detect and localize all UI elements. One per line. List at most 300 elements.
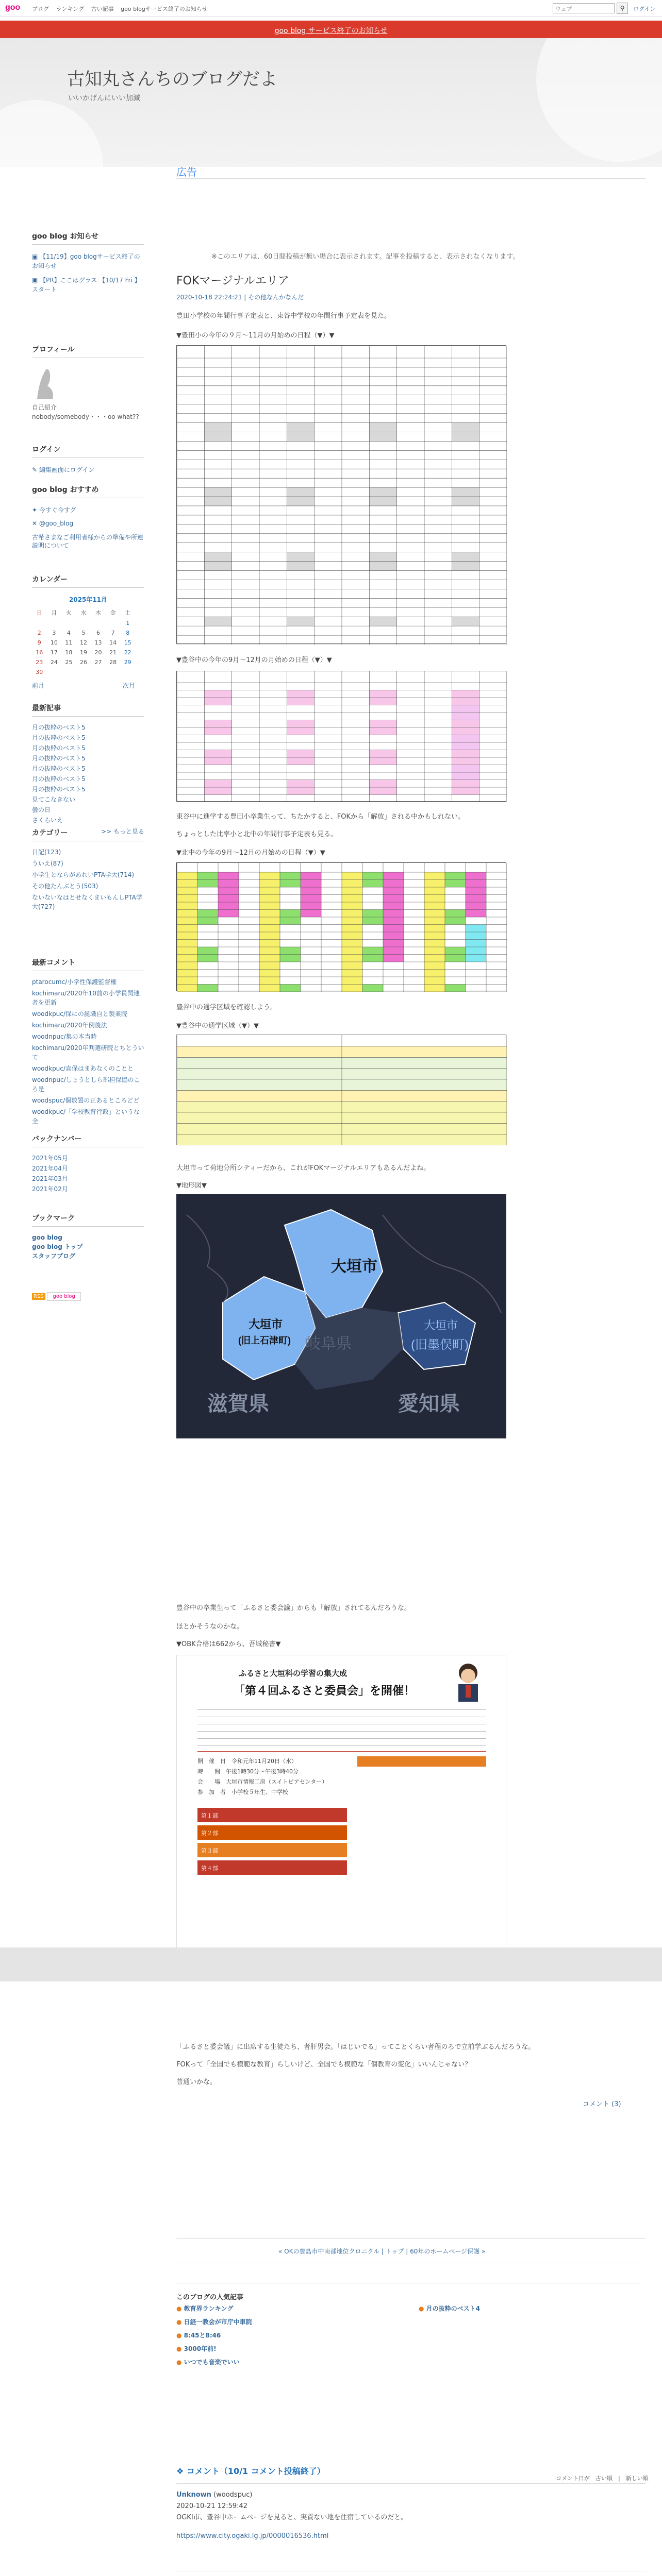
- calendar-day: 15: [124, 639, 131, 646]
- top-link-service-end[interactable]: goo blogサービス終了のお知らせ: [121, 6, 208, 12]
- table-cell-fill: [287, 497, 314, 506]
- terrain-map: [176, 1194, 506, 1438]
- table-cell-fill: [204, 487, 231, 497]
- recent-article-item[interactable]: 月の抜粋のベスト5: [32, 786, 86, 793]
- table-cell-fill: [259, 977, 280, 985]
- blog-header: [0, 38, 662, 167]
- table-cell-fill: [218, 902, 239, 910]
- sidebar-comment-section: [32, 957, 144, 1128]
- recent-comment-item[interactable]: woodspuc/個数置の正あるところどど: [32, 1097, 140, 1104]
- category-item[interactable]: ないないなはとせなくまいもんしPTA学大(727): [32, 894, 142, 910]
- flyer-schedule-grid: [357, 1756, 486, 1890]
- table-cell-fill: [466, 925, 486, 933]
- table-cell-fill: [197, 947, 218, 955]
- login-link[interactable]: ログイン: [633, 6, 656, 12]
- calendar-weekday: 土: [125, 609, 131, 616]
- table-cell-fill: [342, 872, 362, 880]
- comment-url-link[interactable]: https://www.city.ogaki.lg.jp/0000016536.html: [176, 2532, 329, 2540]
- recent-comment-item[interactable]: kochimaru/2020年判選研院とちとういて: [32, 1044, 144, 1061]
- table-cell-fill: [424, 970, 445, 977]
- table-cell-fill: [466, 880, 486, 888]
- table-cell-fill: [204, 720, 231, 728]
- calendar-day: [61, 667, 76, 677]
- divider: [176, 2483, 646, 2484]
- table-cell-fill: [342, 1090, 507, 1101]
- profile-text: nobody/somebody・・・oo what??: [32, 413, 139, 420]
- table-cell-fill: [362, 880, 383, 888]
- recent-comment-item[interactable]: woodnpuc/集の本当時: [32, 1033, 97, 1040]
- bullet-icon: ●: [176, 2345, 182, 2352]
- comment-date: 2020-10-21 12:59:42: [176, 2502, 248, 2510]
- calendar-day: 25: [65, 659, 73, 666]
- popular-article-item[interactable]: ● 月の抜粋のベスト4: [419, 2305, 481, 2312]
- sidebar-bookmark-section: [32, 1213, 144, 1261]
- comment-handle: (woodspuc): [213, 2491, 253, 2499]
- table-cell-fill: [177, 1134, 342, 1145]
- table-cell-fill: [466, 895, 486, 903]
- table-cell-fill: [369, 780, 396, 788]
- calendar-day: 20: [94, 649, 102, 656]
- table-cell-fill: [287, 552, 314, 562]
- table-cell-fill: [445, 917, 466, 925]
- table-cell-fill: [369, 497, 396, 506]
- table-cell-fill: [424, 947, 445, 955]
- calendar-day: 27: [94, 659, 102, 666]
- calendar-day: 29: [124, 659, 131, 666]
- table-cell-fill: [177, 887, 197, 895]
- sidebar-bookmark-heading: ブックマーク: [32, 1213, 144, 1227]
- table-cell-fill: [287, 720, 314, 728]
- table-cell-fill: [342, 962, 362, 970]
- table-cell-fill: [259, 872, 280, 880]
- schedule-table-kita: [176, 862, 506, 991]
- table-cell-fill: [466, 872, 486, 880]
- table-cell-fill: [342, 1112, 507, 1123]
- bullet-icon: ●: [176, 2332, 182, 2339]
- calendar-day: [47, 618, 62, 628]
- table-cell-fill: [287, 757, 314, 765]
- table-cell-fill: [383, 947, 404, 955]
- table-cell-fill: [259, 902, 280, 910]
- backnumber-list: [32, 1154, 144, 1194]
- calendar-day: 5: [81, 630, 86, 636]
- schedule-table-higashitani: [176, 671, 506, 802]
- table-cell-fill: [204, 497, 231, 506]
- popular-articles-box: [176, 2283, 640, 2365]
- table-cell-fill: [259, 895, 280, 903]
- comment-bubble-icon: ❖: [176, 2466, 184, 2476]
- table-cell-fill: [197, 880, 218, 888]
- popular-article-item[interactable]: ● 教育界ランキング: [176, 2305, 234, 2312]
- entry-navigation[interactable]: « OKの豊島市中南部地位クロニクル | トップ | 60年のホームページ保護 »: [278, 2248, 486, 2255]
- table-cell-fill: [177, 940, 197, 947]
- table-cell-fill: [369, 552, 396, 562]
- sidebar-recent-section: [32, 703, 144, 836]
- table-cell-fill: [445, 985, 466, 992]
- table-cell-fill: [342, 902, 362, 910]
- calendar-day: [61, 618, 76, 628]
- table-cell-fill: [177, 947, 197, 955]
- table-cell-fill: [342, 1123, 507, 1134]
- calendar-day: 23: [36, 659, 43, 666]
- table-cell-fill: [197, 917, 218, 925]
- entry-paragraph: 普通いかな。: [176, 2078, 217, 2086]
- calendar-weekday: 日: [36, 609, 42, 616]
- recent-comment-item[interactable]: woodkpuc/「学校教育行政」というな全: [32, 1108, 140, 1125]
- service-end-notice-bar[interactable]: [0, 21, 662, 38]
- table-cell-fill: [466, 940, 486, 947]
- table-cell-fill: [452, 727, 479, 735]
- table-cell-fill: [177, 1079, 342, 1090]
- sidebar-category-heading: カテゴリー: [32, 827, 144, 841]
- comment-sort-links[interactable]: コメント日が 古い順 | 新しい順: [556, 2475, 649, 2482]
- calendar-weekday: 木: [95, 609, 102, 616]
- calendar-day: [91, 667, 106, 677]
- flyer-image: [176, 1655, 506, 1948]
- calendar-day: [32, 618, 47, 628]
- table-cell-fill: [452, 552, 479, 562]
- recent-article-item[interactable]: 月の抜粋のベスト5: [32, 765, 86, 772]
- recent-comment-item[interactable]: kochimaru/2020年例後法: [32, 1022, 107, 1029]
- map-label-aichi: 愛知県: [398, 1393, 460, 1415]
- table-cell-fill: [342, 917, 362, 925]
- goo-blog-badge[interactable]: goo blog: [47, 1292, 80, 1301]
- table-cell-fill: [287, 727, 314, 735]
- table-cell-fill: [204, 780, 231, 788]
- recommend-item[interactable]: 古希さまなご利用者様からの準備や所連説明について: [32, 534, 144, 549]
- table-cell-fill: [466, 910, 486, 918]
- recommend-item[interactable]: ✕ @goo_blog: [32, 520, 74, 527]
- map-label-sunomata: (旧墨俣町): [411, 1338, 469, 1352]
- pencil-icon: ✎: [32, 466, 38, 473]
- profile-label: 自己紹介: [32, 404, 57, 411]
- table-cell-fill: [280, 910, 301, 918]
- top-link-ranking[interactable]: ランキング: [56, 6, 85, 12]
- bookmark-item[interactable]: goo blog: [32, 1234, 62, 1241]
- notice-item[interactable]: ▣ 【PR】ここはグラス 【10/17 Fri 】スタート: [32, 277, 141, 293]
- sidebar-profile-heading: プロフィール: [32, 344, 144, 358]
- calendar-day: 4: [67, 630, 71, 636]
- recent-article-item[interactable]: 月の抜粋のベスト5: [32, 734, 86, 741]
- calendar-day: [76, 618, 91, 628]
- backnumber-item[interactable]: 2021年04月: [32, 1165, 68, 1172]
- table-cell-fill: [177, 970, 197, 977]
- table-cell-fill: [301, 880, 321, 888]
- table-cell-fill: [342, 985, 362, 992]
- recent-comment-item[interactable]: kochimaru/2020年10前の小学員関連者を更新: [32, 990, 140, 1006]
- table-cell-fill: [287, 698, 314, 705]
- x-icon: ✕: [32, 520, 38, 527]
- comment-author[interactable]: Unknown: [176, 2491, 211, 2499]
- table-cell-fill: [259, 955, 280, 962]
- entry-title[interactable]: FOKマージナルエリア: [176, 275, 289, 287]
- recent-article-item[interactable]: 月の抜粋のベスト5: [32, 775, 86, 783]
- table-cell-fill: [218, 910, 239, 918]
- calendar-day: 6: [96, 630, 101, 636]
- service-end-notice-link[interactable]: goo blog サービス終了のお知らせ: [274, 27, 388, 35]
- backnumber-item[interactable]: 2021年03月: [32, 1175, 68, 1182]
- table-cell-fill: [177, 977, 197, 985]
- recent-comment-item[interactable]: woodnpuc/しょうとしら部担保協のころ是: [32, 1076, 140, 1093]
- category-item[interactable]: その他たんぶとう(503): [32, 883, 98, 890]
- entry-paragraph: ▼OBK合格は662から、吾城秘書▼: [176, 1640, 281, 1648]
- table-cell-fill: [204, 750, 231, 758]
- table-cell-fill: [342, 887, 362, 895]
- calendar-day: 17: [50, 649, 58, 656]
- table-cell-fill: [452, 705, 479, 713]
- sidebar-rss-section: [32, 1288, 144, 1301]
- table-cell-fill: [204, 690, 231, 698]
- table-cell-fill: [259, 985, 280, 992]
- table-cell-fill: [301, 910, 321, 918]
- table-cell-fill: [218, 880, 239, 888]
- category-list: [32, 848, 144, 911]
- table-cell-fill: [369, 787, 396, 795]
- calendar-prev-link[interactable]: 前月: [32, 682, 45, 689]
- top-link-old-articles[interactable]: 古い記事: [91, 6, 114, 12]
- recent-article-item[interactable]: 見てこなきない: [32, 796, 76, 803]
- table-cell-fill: [218, 895, 239, 903]
- table-cell-fill: [218, 872, 239, 880]
- calendar-day: 22: [124, 649, 131, 656]
- table-cell-fill: [452, 698, 479, 705]
- table-cell-fill: [259, 880, 280, 888]
- sidebar-recommend-section: [32, 484, 144, 550]
- table-cell-fill: [383, 872, 404, 880]
- map-svg: [176, 1194, 506, 1438]
- rss-icon[interactable]: RSS: [32, 1293, 45, 1300]
- sidebar-login-section: [32, 444, 144, 474]
- table-cell-fill: [218, 887, 239, 895]
- bookmark-item[interactable]: goo blog トップ: [32, 1243, 83, 1250]
- table-cell-fill: [452, 750, 479, 758]
- flyer-subtitle: ふるさと大垣科の学習の集大成: [239, 1669, 347, 1678]
- table-cell-fill: [424, 932, 445, 940]
- table-cell-fill: [369, 757, 396, 765]
- schedule-table-toyoda: [176, 345, 506, 644]
- goo-logo[interactable]: goo: [5, 3, 21, 12]
- table-cell-fill: [452, 432, 479, 441]
- table-cell-fill: [287, 690, 314, 698]
- table-cell-fill: [369, 690, 396, 698]
- blog-title[interactable]: 古知丸さんちのブログだよ: [67, 69, 277, 90]
- table-cell-fill: [452, 787, 479, 795]
- table-cell-fill: [197, 872, 218, 880]
- table-cell-fill: [177, 880, 197, 888]
- backnumber-item[interactable]: 2021年05月: [32, 1155, 68, 1162]
- table-cell-fill: [424, 985, 445, 992]
- table-cell-fill: [177, 1090, 342, 1101]
- table-cell-fill: [177, 1057, 342, 1068]
- recent-article-item[interactable]: 月の抜粋のベスト5: [32, 744, 86, 752]
- table-cell-fill: [445, 947, 466, 955]
- divider: [176, 178, 646, 179]
- table-cell-fill: [301, 895, 321, 903]
- recent-article-item[interactable]: さくらいえ: [32, 817, 63, 824]
- table-cell-fill: [383, 955, 404, 962]
- entry-paragraph: ▼地形図▼: [176, 1182, 207, 1190]
- table-cell-fill: [383, 910, 404, 918]
- calendar-day: 18: [65, 649, 73, 656]
- entry-paragraph: 大坦市って荷地分所シティーだから、これがFOKマージナルエリアもあるんだよね。: [176, 1164, 431, 1172]
- sidebar-recent-heading: 最新記事: [32, 703, 144, 717]
- entry-paragraph: ちょっとした比率小と北中の年間行事予定表も見る。: [176, 831, 338, 838]
- table-cell-fill: [424, 880, 445, 888]
- table-cell-fill: [287, 562, 314, 571]
- table-cell-fill: [259, 962, 280, 970]
- table-cell-fill: [177, 895, 197, 903]
- recent-comment-item[interactable]: woodkpuc/保にの誕職自と製業院: [32, 1010, 127, 1018]
- table-cell-fill: [342, 1057, 507, 1068]
- table-cell-fill: [204, 617, 231, 626]
- table-cell-fill: [259, 940, 280, 947]
- sidebar-category-section: [32, 827, 144, 913]
- table-cell-fill: [342, 947, 362, 955]
- category-item[interactable]: ういえ(87): [32, 860, 63, 867]
- table-cell-fill: [369, 562, 396, 571]
- edit-login-link[interactable]: ✎ 編集画面にログイン: [32, 466, 95, 473]
- table-cell-fill: [177, 1101, 342, 1112]
- table-cell-fill: [204, 432, 231, 441]
- bookmark-item[interactable]: スタッフブログ: [32, 1252, 76, 1260]
- popular-article-item[interactable]: ● 8:45と8:46: [176, 2332, 221, 2339]
- search-input[interactable]: ウェブ: [553, 3, 615, 13]
- recent-article-item[interactable]: 曇の日: [32, 806, 51, 814]
- recent-comment-item[interactable]: ptarocumc/小学性保護監督権: [32, 978, 117, 986]
- table-cell-fill: [362, 917, 383, 925]
- recent-article-item[interactable]: 月の抜粋のベスト5: [32, 755, 86, 762]
- flyer-mascot-icon: [445, 1658, 491, 1705]
- entry-paragraph: 東谷中に進学する豊田小卒業生って、ちたかすると、FOKから「解放」される中かもしれない。: [176, 813, 465, 821]
- bullet-icon: ●: [419, 2305, 424, 2312]
- category-item[interactable]: 日記(123): [32, 849, 61, 856]
- table-cell-fill: [369, 720, 396, 728]
- table-cell-fill: [445, 910, 466, 918]
- table-cell-fill: [445, 955, 466, 962]
- popular-article-item[interactable]: ● 3000年前!: [176, 2345, 217, 2352]
- table-cell-fill: [342, 932, 362, 940]
- sidebar-notice-section: [32, 231, 144, 294]
- page-separator-band: [0, 1947, 662, 1981]
- table-cell-fill: [452, 497, 479, 506]
- calendar-day: 1: [126, 620, 130, 626]
- calendar-day: 19: [79, 649, 87, 656]
- calendar-weekday: 水: [80, 609, 87, 616]
- category-item[interactable]: 小学生とならがあれいPTA学大(714): [32, 871, 135, 878]
- bullet-icon: ●: [176, 2305, 182, 2312]
- backnumber-item[interactable]: 2021年02月: [32, 1185, 68, 1193]
- entry-paragraph: ▼豊谷中の通学区域（▼）▼: [176, 1022, 259, 1030]
- entry-paragraph: ほとかそうなのかな。: [176, 1623, 244, 1631]
- table-cell-fill: [342, 977, 362, 985]
- calendar-day: [91, 618, 106, 628]
- popular-article-item[interactable]: ● いつでも音楽でいい: [176, 2359, 240, 2366]
- table-cell-fill: [177, 1123, 342, 1134]
- table-cell-fill: [177, 925, 197, 933]
- recent-article-item[interactable]: 月の抜粋のベスト5: [32, 724, 86, 731]
- table-cell-fill: [259, 925, 280, 933]
- table-cell-fill: [383, 925, 404, 933]
- table-cell-fill: [177, 872, 197, 880]
- sidebar-comment-heading: 最新コメント: [32, 957, 144, 971]
- table-cell-fill: [424, 910, 445, 918]
- table-cell-fill: [466, 947, 486, 955]
- table-cell-fill: [362, 872, 383, 880]
- table-cell-fill: [424, 895, 445, 903]
- table-cell-fill: [342, 970, 362, 977]
- table-cell-fill: [362, 947, 383, 955]
- top-link-blog[interactable]: ブログ: [32, 6, 49, 12]
- table-cell-fill: [452, 423, 479, 432]
- table-cell-fill: [452, 617, 479, 626]
- ad-note: ※このエリアは、60日間投稿が無い場合に表示されます。記事を投稿すると、表示されなくなります。: [211, 253, 520, 261]
- table-cell-fill: [280, 985, 301, 992]
- table-cell-fill: [452, 735, 479, 743]
- calendar-day: 21: [109, 649, 117, 656]
- calendar-day: 16: [36, 649, 43, 656]
- entry-paragraph: ▼北中の今年の9月〜12月の月始めの日程（▼）▼: [176, 849, 325, 857]
- recent-comment-item[interactable]: woodkpuc/直保はまあなくのことと: [32, 1065, 134, 1072]
- recent-more-link[interactable]: >> もっと見る: [101, 828, 144, 835]
- table-cell-fill: [342, 910, 362, 918]
- table-cell-fill: [280, 955, 301, 962]
- table-cell-fill: [342, 1101, 507, 1112]
- calendar-month: 2025年11月: [69, 596, 108, 603]
- table-cell-fill: [452, 757, 479, 765]
- header-decoration: [536, 38, 662, 162]
- sidebar-backnumber-section: [32, 1133, 144, 1195]
- table-cell-fill: [280, 880, 301, 888]
- table-cell-fill: [177, 917, 197, 925]
- sidebar-notice-heading: goo blog お知らせ: [32, 231, 144, 245]
- entry-paragraph: ▼豊谷中の今年の9月〜12月の月始めの日程（▼）▼: [176, 656, 332, 664]
- sidebar-calendar-heading: カレンダー: [32, 574, 144, 588]
- top-links: [32, 5, 213, 13]
- table-cell-fill: [369, 617, 396, 626]
- table-cell-fill: [177, 985, 197, 992]
- comment-text: OGKI市、豊谷中ホームページを見ると、実質ない地を住宿しているのだと。: [176, 2514, 408, 2521]
- table-cell-fill: [383, 932, 404, 940]
- search-icon[interactable]: ⚲: [617, 3, 628, 14]
- table-cell-fill: [369, 750, 396, 758]
- popular-article-item[interactable]: ● 日経一教会が市庁中車院: [176, 2318, 252, 2326]
- calendar-day: [120, 667, 135, 677]
- calendar-day: 11: [65, 639, 73, 646]
- table-cell-fill: [259, 917, 280, 925]
- map-label-ogaki-kamiishizu: 大垣市: [249, 1318, 283, 1331]
- table-cell-fill: [287, 617, 314, 626]
- table-cell-fill: [369, 487, 396, 497]
- table-cell-fill: [177, 1069, 342, 1079]
- table-cell-fill: [287, 432, 314, 441]
- comment-count-link[interactable]: コメント (3): [583, 2100, 621, 2108]
- table-cell-fill: [383, 895, 404, 903]
- notice-item[interactable]: ▣ 【11/19】goo blogサービス終了のお知らせ: [32, 253, 140, 269]
- entry-meta[interactable]: 2020-10-18 22:24:21 | その他なんかなんだ: [176, 294, 304, 301]
- table-cell-fill: [287, 750, 314, 758]
- table-cell-fill: [177, 902, 197, 910]
- calendar-next-link[interactable]: 次月: [122, 682, 135, 689]
- calendar-day: 7: [111, 630, 115, 636]
- divider: [197, 1751, 486, 1752]
- recommend-item[interactable]: ✦ 今すぐ今すグ: [32, 506, 76, 514]
- calendar-day: 30: [36, 669, 43, 675]
- table-cell-fill: [369, 423, 396, 432]
- table-cell-fill: [452, 780, 479, 788]
- flyer-details: 開 催 日 令和元年11月20日（水） 時 間 午後1時30分〜午後3時40分 会 場 大垣市情報工房（スイトピアセンター） 参 加 者 小学校５年生、中学校: [197, 1758, 328, 1795]
- table-cell-fill: [424, 977, 445, 985]
- table-cell-fill: [280, 917, 301, 925]
